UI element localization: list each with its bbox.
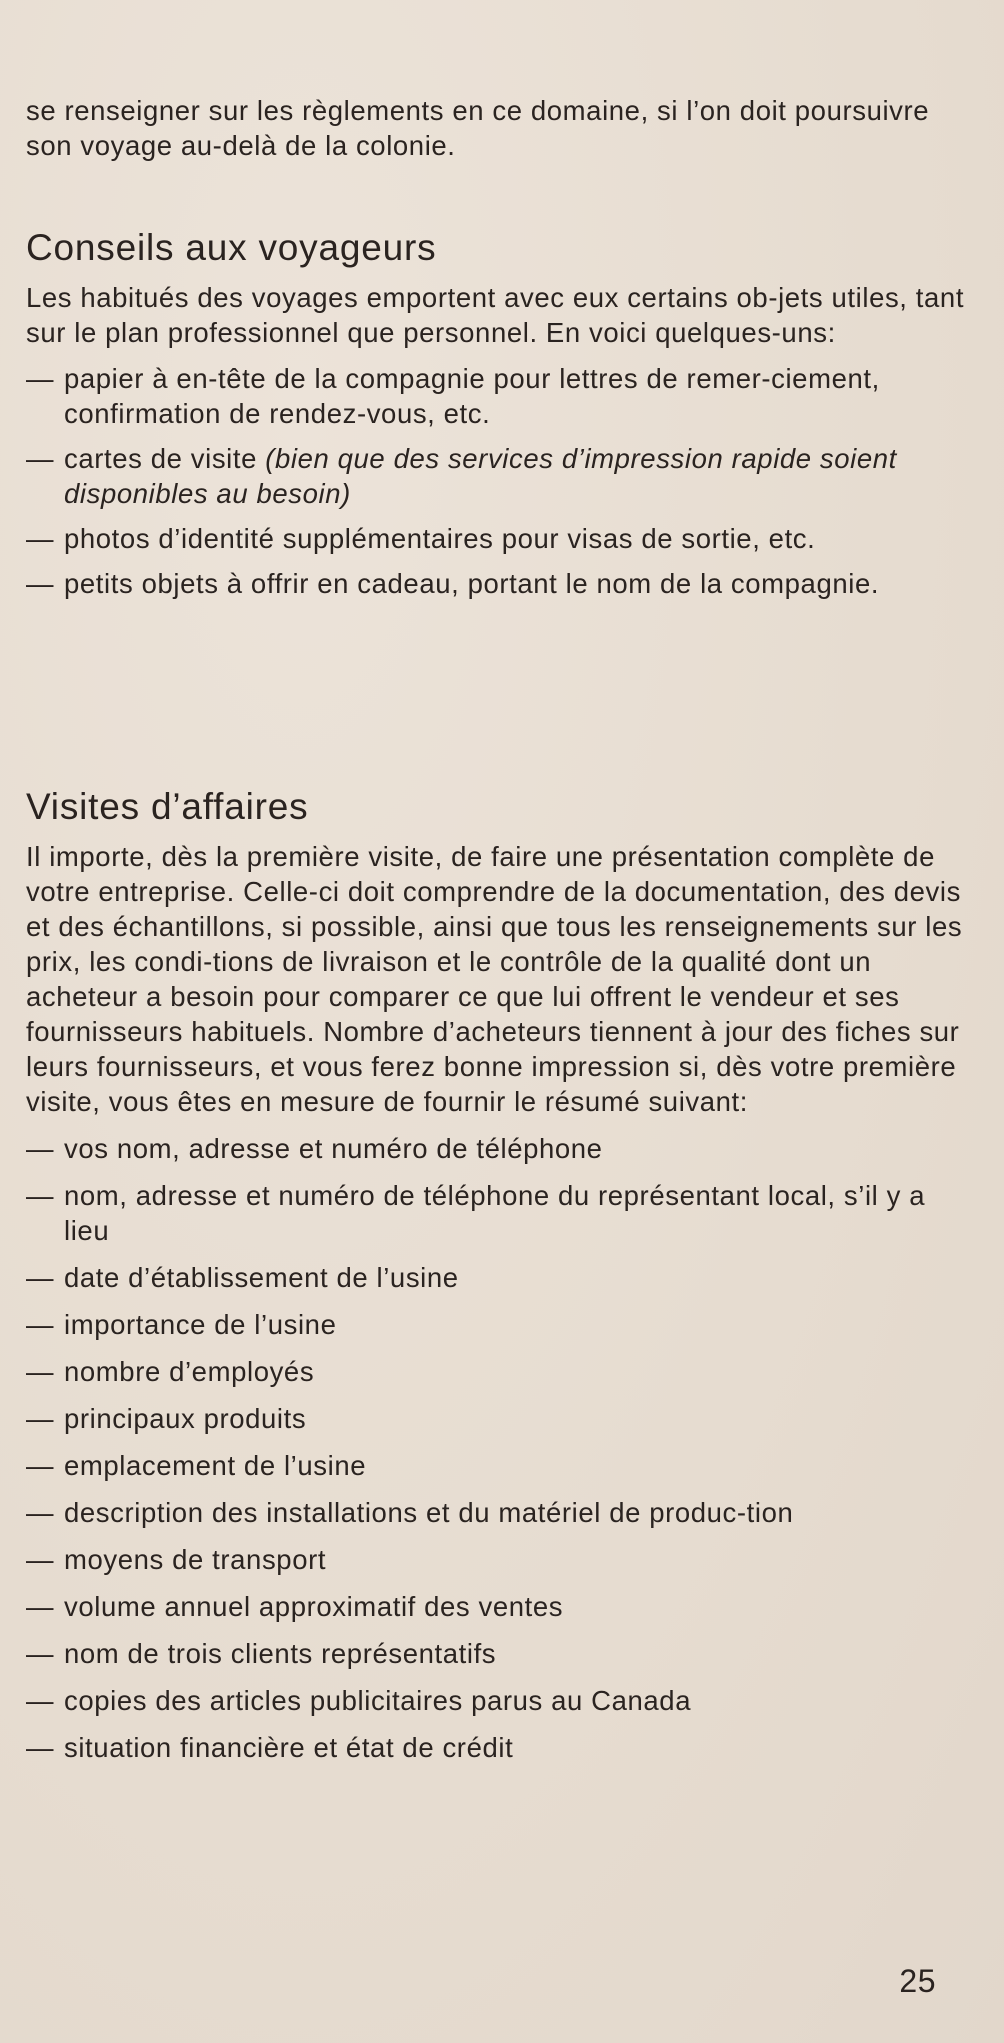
travel-items-list bbox=[26, 361, 976, 601]
dash-mark: — bbox=[26, 1638, 55, 1669]
summary-items-list bbox=[26, 1131, 976, 1765]
list-item-text: nom, adresse et numéro de téléphone du représentant local, s’il y a lieu bbox=[64, 1180, 926, 1246]
intro-paragraph: se renseigner sur les règlements en ce domaine, si l’on doit poursuivre son voyage au-delà de la colonie. bbox=[26, 95, 930, 161]
dash-mark: — bbox=[26, 1497, 55, 1528]
list-item bbox=[26, 1178, 976, 1248]
dash-mark: — bbox=[26, 443, 55, 474]
list-item-text: moyens de transport bbox=[64, 1544, 327, 1575]
list-item-text: situation financière et état de crédit bbox=[64, 1732, 514, 1763]
list-item-text: papier à en-tête de la compagnie pour lettres de remer-ciement, confirmation de rendez-vous, etc. bbox=[64, 363, 880, 429]
list-item bbox=[26, 1495, 976, 1530]
dash-mark: — bbox=[26, 1732, 55, 1763]
dash-mark: — bbox=[26, 1544, 55, 1575]
list-item bbox=[26, 1260, 976, 1295]
dash-mark: — bbox=[26, 1309, 55, 1340]
list-item bbox=[26, 1307, 976, 1342]
list-item-text: emplacement de l’usine bbox=[64, 1450, 367, 1481]
section-travel-tips bbox=[26, 226, 976, 601]
list-item bbox=[26, 441, 976, 511]
list-item-text: cartes de visite bbox=[64, 443, 266, 474]
list-item bbox=[26, 1542, 976, 1577]
list-item bbox=[26, 1354, 976, 1389]
dash-mark: — bbox=[26, 1133, 55, 1164]
section-business-visits bbox=[26, 785, 976, 1777]
list-item bbox=[26, 1636, 976, 1671]
intro-block bbox=[26, 93, 976, 163]
list-item bbox=[26, 566, 976, 601]
list-item bbox=[26, 1448, 976, 1483]
list-item-text: volume annuel approximatif des ventes bbox=[64, 1591, 564, 1622]
list-item-text: petits objets à offrir en cadeau, portant le nom de la compagnie. bbox=[64, 568, 880, 599]
page-number: 25 bbox=[899, 1963, 936, 1999]
list-item-text: copies des articles publicitaires parus au Canada bbox=[64, 1685, 692, 1716]
dash-mark: — bbox=[26, 1180, 55, 1211]
list-item-text: date d’établissement de l’usine bbox=[64, 1262, 459, 1293]
list-item bbox=[26, 521, 976, 556]
list-item-text: nombre d’employés bbox=[64, 1356, 315, 1387]
dash-mark: — bbox=[26, 1403, 55, 1434]
dash-mark: — bbox=[26, 1450, 55, 1481]
section-heading: Conseils aux voyageurs bbox=[26, 227, 437, 268]
list-item-text: nom de trois clients représentatifs bbox=[64, 1638, 497, 1669]
section-paragraph: Il importe, dès la première visite, de faire une présentation complète de votre entreprise. Celle-ci doit comprendre de la documentation, des devis et des échantillons, si possible, ainsi que tous les renseignements sur les prix, les condi-tions de livraison et le contrôle de la qualité dont un acheteur a besoin pour comparer ce que lui offrent le vendeur et ses fournisseurs habituels. Nombre d’acheteurs tiennent à jour des fiches sur leurs fournisseurs, et vous ferez bonne impression si, dès votre première visite, vous êtes en mesure de fournir le résumé suivant: bbox=[26, 841, 963, 1117]
dash-mark: — bbox=[26, 1591, 55, 1622]
dash-mark: — bbox=[26, 568, 55, 599]
section-heading: Visites d’affaires bbox=[26, 786, 309, 827]
list-item-text: importance de l’usine bbox=[64, 1309, 337, 1340]
dash-mark: — bbox=[26, 1685, 55, 1716]
list-item-text: vos nom, adresse et numéro de téléphone bbox=[64, 1133, 603, 1164]
list-item bbox=[26, 1683, 976, 1718]
list-item bbox=[26, 1730, 976, 1765]
list-item-text: principaux produits bbox=[64, 1403, 307, 1434]
list-item bbox=[26, 361, 976, 431]
list-item-text: description des installations et du matériel de produc-tion bbox=[64, 1497, 794, 1528]
list-item bbox=[26, 1401, 976, 1436]
dash-mark: — bbox=[26, 1356, 55, 1387]
section-paragraph: Les habitués des voyages emportent avec eux certains ob-jets utiles, tant sur le plan professionnel que personnel. En voici quelques-uns: bbox=[26, 282, 965, 348]
dash-mark: — bbox=[26, 1262, 55, 1293]
dash-mark: — bbox=[26, 523, 55, 554]
list-item-italic-note: (bien que des services d’impression rapide soient disponibles au besoin) bbox=[64, 443, 897, 509]
dash-mark: — bbox=[26, 363, 55, 394]
list-item bbox=[26, 1589, 976, 1624]
list-item-text: photos d’identité supplémentaires pour visas de sortie, etc. bbox=[64, 523, 816, 554]
list-item bbox=[26, 1131, 976, 1166]
